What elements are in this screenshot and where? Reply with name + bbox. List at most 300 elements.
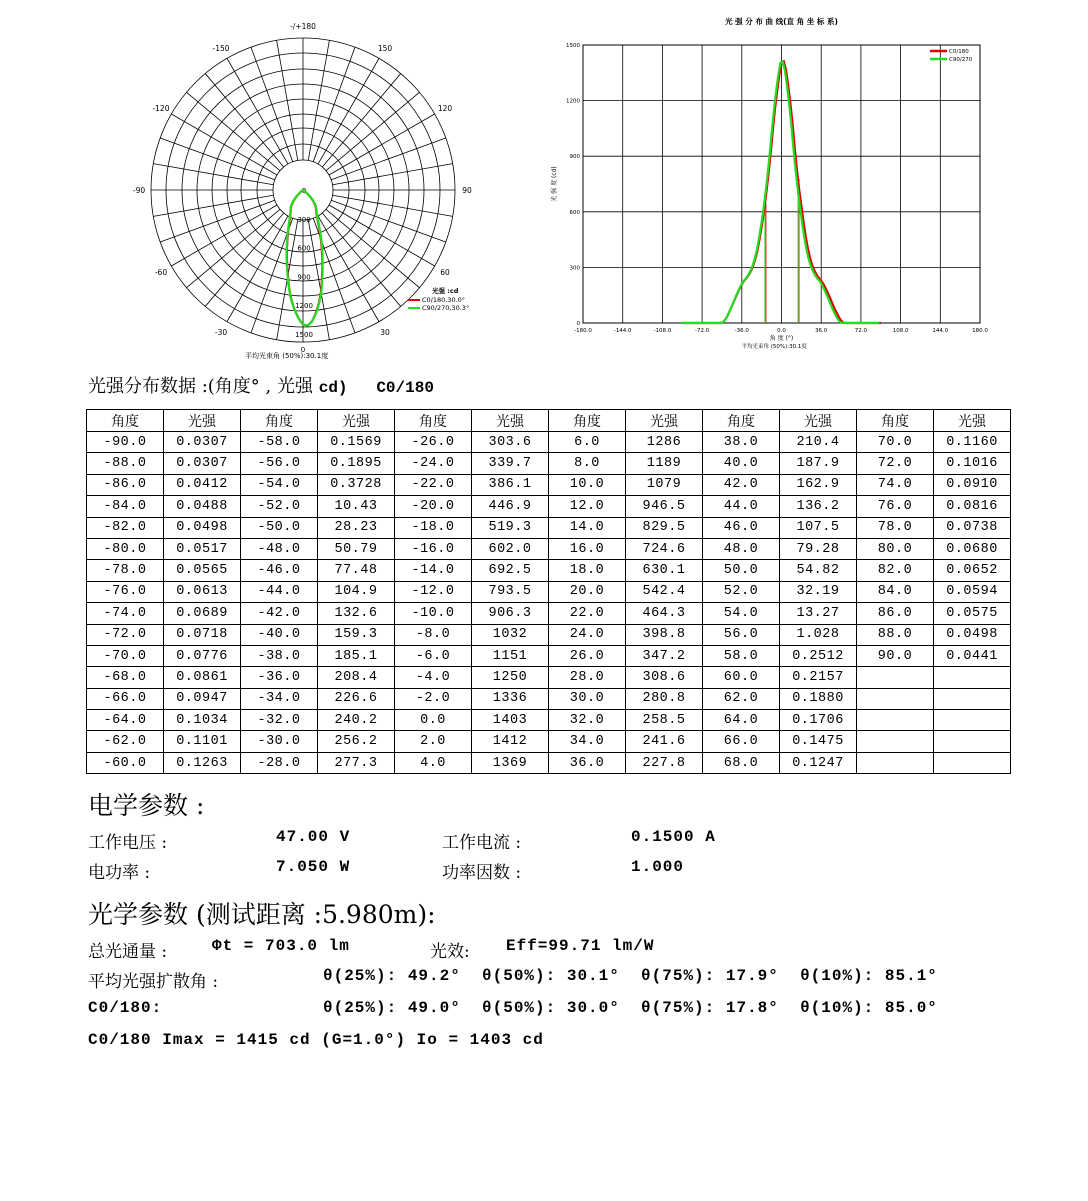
table-cell: 0.0910 <box>934 474 1011 495</box>
table-cell: 77.48 <box>318 560 395 581</box>
table-cell: 28.0 <box>549 667 626 688</box>
table-cell: 0.1160 <box>934 432 1011 453</box>
c0-angle-values: θ(25%): 49.0° θ(50%): 30.0° θ(75%): 17.8° θ(10%): 85.0° <box>323 999 938 1017</box>
table-cell: 0.0307 <box>164 432 241 453</box>
polar-spoke <box>308 40 329 160</box>
polar-angle-label: -/+180 <box>290 22 316 31</box>
table-cell: 0.2512 <box>780 645 857 666</box>
table-cell: -52.0 <box>241 496 318 517</box>
table-cell: 519.3 <box>472 517 549 538</box>
table-cell: -6.0 <box>395 645 472 666</box>
table-cell: 78.0 <box>857 517 934 538</box>
polar-spoke <box>313 47 355 162</box>
table-cell: 0.0565 <box>164 560 241 581</box>
polar-radial-tick: 600 <box>297 244 311 253</box>
table-cell: -8.0 <box>395 624 472 645</box>
table-header-cell: 角度 <box>549 410 626 432</box>
table-cell: 906.3 <box>472 603 549 624</box>
table-cell: 0.1247 <box>780 752 857 773</box>
polar-spoke <box>331 200 446 242</box>
table-cell: 724.6 <box>626 538 703 559</box>
polar-angle-label: 90 <box>462 186 472 195</box>
polar-legend-title: 光强 :cd <box>432 287 459 295</box>
table-cell: 58.0 <box>703 645 780 666</box>
table-header-cell: 角度 <box>857 410 934 432</box>
polar-angle-label: 60 <box>440 268 450 277</box>
table-cell: 446.9 <box>472 496 549 517</box>
flux-value: Φt = 703.0 lm <box>212 937 350 955</box>
table-cell: -74.0 <box>87 603 164 624</box>
table-cell: 18.0 <box>549 560 626 581</box>
rect-y-tick: 600 <box>569 209 580 216</box>
table-cell: 0.0861 <box>164 667 241 688</box>
voltage-value: 47.00 V <box>276 828 351 846</box>
table-cell: 86.0 <box>857 603 934 624</box>
table-cell: 36.0 <box>549 752 626 773</box>
table-cell <box>934 731 1011 752</box>
table-cell: 602.0 <box>472 538 549 559</box>
table-cell: -70.0 <box>87 645 164 666</box>
efficacy-value: Eff=99.71 lm/W <box>506 937 655 955</box>
rect-y-tick: 1200 <box>566 98 580 105</box>
table-row <box>87 517 1011 538</box>
rect-x-tick: -36.0 <box>734 328 749 334</box>
table-cell: 32.0 <box>549 710 626 731</box>
rect-x-tick: 36.0 <box>815 328 828 334</box>
table-cell: -56.0 <box>241 453 318 474</box>
table-cell: 50.79 <box>318 538 395 559</box>
table-row <box>87 667 1011 688</box>
table-cell: -24.0 <box>395 453 472 474</box>
current-label: 工作电流 : <box>442 833 522 853</box>
table-cell <box>857 731 934 752</box>
table-cell: 0.3728 <box>318 474 395 495</box>
polar-spoke <box>277 40 298 160</box>
avg-angle-values: θ(25%): 49.2° θ(50%): 30.1° θ(75%): 17.9° θ(10%): 85.1° <box>323 967 938 985</box>
table-cell: 104.9 <box>318 581 395 602</box>
table-cell: 72.0 <box>857 453 934 474</box>
table-cell: 1.028 <box>780 624 857 645</box>
table-cell: 1336 <box>472 688 549 709</box>
table-cell: 0.1880 <box>780 688 857 709</box>
table-cell: 8.0 <box>549 453 626 474</box>
table-cell: -2.0 <box>395 688 472 709</box>
table-cell: 0.0498 <box>164 517 241 538</box>
avg-angle-label: 平均光强扩散角 : <box>88 972 219 992</box>
table-cell: 1189 <box>626 453 703 474</box>
table-cell: 692.5 <box>472 560 549 581</box>
table-cell: 0.0517 <box>164 538 241 559</box>
polar-angle-label: -90 <box>132 186 146 195</box>
polar-radial-tick: 0 <box>301 187 307 195</box>
table-cell: 10.0 <box>549 474 626 495</box>
table-cell: 50.0 <box>703 560 780 581</box>
table-cell: -54.0 <box>241 474 318 495</box>
table-cell: -48.0 <box>241 538 318 559</box>
table-cell <box>857 667 934 688</box>
table-cell: 90.0 <box>857 645 934 666</box>
rect-x-tick: -180.0 <box>574 328 592 334</box>
table-header-row <box>87 410 1011 432</box>
table-cell: 54.0 <box>703 603 780 624</box>
table-row <box>87 710 1011 731</box>
table-cell: 34.0 <box>549 731 626 752</box>
table-cell <box>934 667 1011 688</box>
rect-x-tick: -144.0 <box>613 328 632 334</box>
polar-angle-label: -30 <box>214 328 228 338</box>
table-row <box>87 645 1011 666</box>
polar-spoke <box>160 200 275 242</box>
optical-row-c0 <box>88 999 938 1023</box>
imax-line: C0/180 Imax = 1415 cd (G=1.0°) Io = 1403 cd <box>88 1031 544 1049</box>
table-cell: 1250 <box>472 667 549 688</box>
table-cell: -26.0 <box>395 432 472 453</box>
table-cell: -78.0 <box>87 560 164 581</box>
voltage-label: 工作电压 : <box>88 833 168 853</box>
polar-spoke <box>153 164 273 185</box>
table-cell: 226.6 <box>318 688 395 709</box>
table-row <box>87 474 1011 495</box>
table-row <box>87 624 1011 645</box>
rect-x-tick: 0.0 <box>777 328 786 334</box>
table-header-cell: 角度 <box>703 410 780 432</box>
current-value: 0.1500 A <box>631 828 716 846</box>
table-cell: 28.23 <box>318 517 395 538</box>
table-row <box>87 453 1011 474</box>
table-cell: 84.0 <box>857 581 934 602</box>
table-cell: 1032 <box>472 624 549 645</box>
table-cell: 0.1895 <box>318 453 395 474</box>
table-cell: -34.0 <box>241 688 318 709</box>
table-header-cell: 光强 <box>318 410 395 432</box>
polar-spoke <box>153 195 273 216</box>
table-cell: 26.0 <box>549 645 626 666</box>
table-cell: -58.0 <box>241 432 318 453</box>
rect-legend-label-1: C90/270 <box>949 57 973 63</box>
table-cell <box>857 688 934 709</box>
table-cell: 227.8 <box>626 752 703 773</box>
table-cell: -76.0 <box>87 581 164 602</box>
polar-radial-tick: 300 <box>297 215 311 224</box>
table-cell: 13.27 <box>780 603 857 624</box>
table-cell: 542.4 <box>626 581 703 602</box>
table-cell: 10.43 <box>318 496 395 517</box>
table-cell: -80.0 <box>87 538 164 559</box>
electrical-row-2 <box>88 858 685 883</box>
table-cell: 1412 <box>472 731 549 752</box>
table-cell: 1079 <box>626 474 703 495</box>
polar-spoke <box>333 164 453 185</box>
table-cell: -20.0 <box>395 496 472 517</box>
table-cell: 0.0594 <box>934 581 1011 602</box>
optical-row-imax <box>88 1031 544 1055</box>
pf-label: 功率因数 : <box>442 863 522 883</box>
polar-angle-label: 120 <box>437 104 453 113</box>
table-cell: 0.0498 <box>934 624 1011 645</box>
table-cell: 210.4 <box>780 432 857 453</box>
table-row <box>87 496 1011 517</box>
polar-spoke <box>333 195 453 216</box>
polar-angle-label: -120 <box>152 104 170 113</box>
table-cell: 0.0689 <box>164 603 241 624</box>
table-cell: 1151 <box>472 645 549 666</box>
table-cell: 0.1034 <box>164 710 241 731</box>
table-cell <box>857 752 934 773</box>
table-cell: 240.2 <box>318 710 395 731</box>
table-cell: 38.0 <box>703 432 780 453</box>
table-cell: 66.0 <box>703 731 780 752</box>
rect-legend-label-0: C0/180 <box>949 49 969 55</box>
table-cell: -22.0 <box>395 474 472 495</box>
polar-radial-tick: 1500 <box>295 331 313 339</box>
table-row <box>87 581 1011 602</box>
table-cell: 398.8 <box>626 624 703 645</box>
polar-legend-label-1: C90/270,30.3° <box>422 304 470 312</box>
table-cell: -36.0 <box>241 667 318 688</box>
table-cell: 14.0 <box>549 517 626 538</box>
rect-x-tick: -72.0 <box>694 328 710 334</box>
table-cell: -44.0 <box>241 581 318 602</box>
optical-title: 光学参数 (测试距离 :5.980m): <box>88 900 436 929</box>
table-cell: 829.5 <box>626 517 703 538</box>
table-cell: 630.1 <box>626 560 703 581</box>
table-cell: 44.0 <box>703 496 780 517</box>
table-cell: 187.9 <box>780 453 857 474</box>
table-cell: -90.0 <box>87 432 164 453</box>
polar-angle-label: -150 <box>212 43 230 53</box>
table-row <box>87 560 1011 581</box>
rect-y-tick: 300 <box>569 265 580 272</box>
table-cell: -82.0 <box>87 517 164 538</box>
table-cell: -10.0 <box>395 603 472 624</box>
table-cell: 30.0 <box>549 688 626 709</box>
table-header-cell: 光强 <box>472 410 549 432</box>
table-cell: -30.0 <box>241 731 318 752</box>
table-cell: 1286 <box>626 432 703 453</box>
table-cell: -42.0 <box>241 603 318 624</box>
table-cell: 79.28 <box>780 538 857 559</box>
table-cell: 24.0 <box>549 624 626 645</box>
table-cell: 0.0680 <box>934 538 1011 559</box>
table-cell: 0.1101 <box>164 731 241 752</box>
table-header-cell: 光强 <box>780 410 857 432</box>
table-cell: -32.0 <box>241 710 318 731</box>
table-cell: 277.3 <box>318 752 395 773</box>
table-row <box>87 432 1011 453</box>
efficacy-label: 光效: <box>430 942 470 962</box>
rect-x-tick: -108.0 <box>653 328 672 334</box>
table-cell: 80.0 <box>857 538 934 559</box>
polar-zero-label: 0 <box>300 346 306 354</box>
rect-chart-title: 光 强 分 布 曲 线(直 角 坐 标 系) <box>725 17 838 26</box>
table-cell: 107.5 <box>780 517 857 538</box>
table-cell: 0.1475 <box>780 731 857 752</box>
table-cell: 347.2 <box>626 645 703 666</box>
table-cell: -86.0 <box>87 474 164 495</box>
table-cell: 386.1 <box>472 474 549 495</box>
table-cell: -66.0 <box>87 688 164 709</box>
table-cell: 0.0307 <box>164 453 241 474</box>
rect-y-tick: 1500 <box>566 43 580 49</box>
table-cell <box>934 710 1011 731</box>
table-header-cell: 角度 <box>395 410 472 432</box>
power-label: 电功率 : <box>88 863 151 883</box>
rect-x-tick: 108.0 <box>892 328 909 334</box>
table-cell: 40.0 <box>703 453 780 474</box>
table-cell: -38.0 <box>241 645 318 666</box>
table-row <box>87 688 1011 709</box>
table-cell: 132.6 <box>318 603 395 624</box>
table-cell: -60.0 <box>87 752 164 773</box>
table-cell: -64.0 <box>87 710 164 731</box>
table-cell: 4.0 <box>395 752 472 773</box>
table-cell: 162.9 <box>780 474 857 495</box>
pf-value: 1.000 <box>631 858 685 876</box>
table-header-cell: 光强 <box>626 410 703 432</box>
table-header-cell: 角度 <box>87 410 164 432</box>
rect-y-tick: 0 <box>576 321 580 327</box>
table-cell: 88.0 <box>857 624 934 645</box>
table-cell: 0.2157 <box>780 667 857 688</box>
table-cell: -50.0 <box>241 517 318 538</box>
rect-footer: 平均光束角 (50%):30.1度 <box>741 344 807 350</box>
table-cell: 303.6 <box>472 432 549 453</box>
polar-angle-label: 150 <box>377 43 393 53</box>
table-cell: 0.0947 <box>164 688 241 709</box>
rect-x-tick: 144.0 <box>932 328 949 334</box>
table-cell: 62.0 <box>703 688 780 709</box>
optical-row-avg <box>88 967 938 992</box>
table-cell: 64.0 <box>703 710 780 731</box>
table-cell: 12.0 <box>549 496 626 517</box>
intensity-data-table <box>86 409 1011 774</box>
table-row <box>87 538 1011 559</box>
table-cell: 0.0776 <box>164 645 241 666</box>
table-cell: -40.0 <box>241 624 318 645</box>
table-cell: 258.5 <box>626 710 703 731</box>
polar-angle-label: 30 <box>380 328 390 338</box>
table-cell: 308.6 <box>626 667 703 688</box>
polar-radial-tick: 1200 <box>295 302 313 311</box>
table-cell: 0.1263 <box>164 752 241 773</box>
table-cell: 159.3 <box>318 624 395 645</box>
table-cell: 464.3 <box>626 603 703 624</box>
table-cell: 0.0613 <box>164 581 241 602</box>
table-cell: 280.8 <box>626 688 703 709</box>
table-cell: 74.0 <box>857 474 934 495</box>
table-header-cell: 光强 <box>164 410 241 432</box>
polar-intensity-chart <box>120 18 500 363</box>
table-cell: 16.0 <box>549 538 626 559</box>
table-cell: 54.82 <box>780 560 857 581</box>
table-cell: -4.0 <box>395 667 472 688</box>
table-cell: 6.0 <box>549 432 626 453</box>
flux-label: 总光通量 : <box>88 942 168 962</box>
polar-footer: 平均光束角 (50%):30.1度 <box>245 352 329 360</box>
table-cell: 241.6 <box>626 731 703 752</box>
polar-spoke <box>331 138 446 180</box>
table-header-cell: 光强 <box>934 410 1011 432</box>
power-value: 7.050 W <box>276 858 351 876</box>
rect-x-tick: 180.0 <box>972 328 988 334</box>
table-cell: 0.0718 <box>164 624 241 645</box>
rect-x-label: 角 度 (°) <box>769 335 794 342</box>
electrical-title: 电学参数 : <box>88 791 205 820</box>
c0-label: C0/180: <box>88 999 163 1017</box>
table-cell: 0.1569 <box>318 432 395 453</box>
table-cell: -46.0 <box>241 560 318 581</box>
table-cell: 946.5 <box>626 496 703 517</box>
table-row <box>87 603 1011 624</box>
polar-legend-label-0: C0/180,30.0° <box>422 296 466 304</box>
table-cell: 42.0 <box>703 474 780 495</box>
table-cell: 56.0 <box>703 624 780 645</box>
polar-radial-tick: 900 <box>297 273 311 282</box>
table-cell: 208.4 <box>318 667 395 688</box>
table-header-cell: 角度 <box>241 410 318 432</box>
rect-x-tick: 72.0 <box>854 328 868 334</box>
table-cell: -84.0 <box>87 496 164 517</box>
table-cell: 0.0 <box>395 710 472 731</box>
table-cell: 82.0 <box>857 560 934 581</box>
table-cell: 185.1 <box>318 645 395 666</box>
table-cell: -68.0 <box>87 667 164 688</box>
table-cell: 1403 <box>472 710 549 731</box>
table-cell: -88.0 <box>87 453 164 474</box>
table-cell: 0.1706 <box>780 710 857 731</box>
table-cell: 32.19 <box>780 581 857 602</box>
table-cell: 0.0652 <box>934 560 1011 581</box>
table-row <box>87 731 1011 752</box>
electrical-row-1 <box>88 828 716 853</box>
table-cell: 60.0 <box>703 667 780 688</box>
table-cell <box>934 752 1011 773</box>
table-cell: 0.0575 <box>934 603 1011 624</box>
table-cell: 793.5 <box>472 581 549 602</box>
rect-y-label: 光 强 度 (cd) <box>551 166 558 202</box>
table-row <box>87 752 1011 773</box>
table-cell: -18.0 <box>395 517 472 538</box>
table-cell <box>934 688 1011 709</box>
table-body <box>87 432 1011 774</box>
table-cell: 0.0441 <box>934 645 1011 666</box>
table-cell: 46.0 <box>703 517 780 538</box>
table-cell <box>857 710 934 731</box>
table-cell: 70.0 <box>857 432 934 453</box>
optical-row-flux <box>88 937 655 962</box>
table-cell: 0.0816 <box>934 496 1011 517</box>
table-cell: 0.0488 <box>164 496 241 517</box>
table-cell: 68.0 <box>703 752 780 773</box>
polar-angle-label: -60 <box>154 268 168 277</box>
table-cell: 52.0 <box>703 581 780 602</box>
table-cell: 48.0 <box>703 538 780 559</box>
polar-spoke <box>160 138 275 180</box>
table-cell: 1369 <box>472 752 549 773</box>
table-cell: -12.0 <box>395 581 472 602</box>
table-cell: -16.0 <box>395 538 472 559</box>
table-cell: -28.0 <box>241 752 318 773</box>
rect-y-tick: 900 <box>569 154 580 161</box>
table-cell: 20.0 <box>549 581 626 602</box>
table-cell: 339.7 <box>472 453 549 474</box>
table-cell: 256.2 <box>318 731 395 752</box>
table-cell: 2.0 <box>395 731 472 752</box>
table-cell: -72.0 <box>87 624 164 645</box>
table-heading: 光强分布数据 :(角度° , 光强 cd) C0/180 <box>88 376 434 397</box>
table-cell: 136.2 <box>780 496 857 517</box>
table-cell: 0.0738 <box>934 517 1011 538</box>
